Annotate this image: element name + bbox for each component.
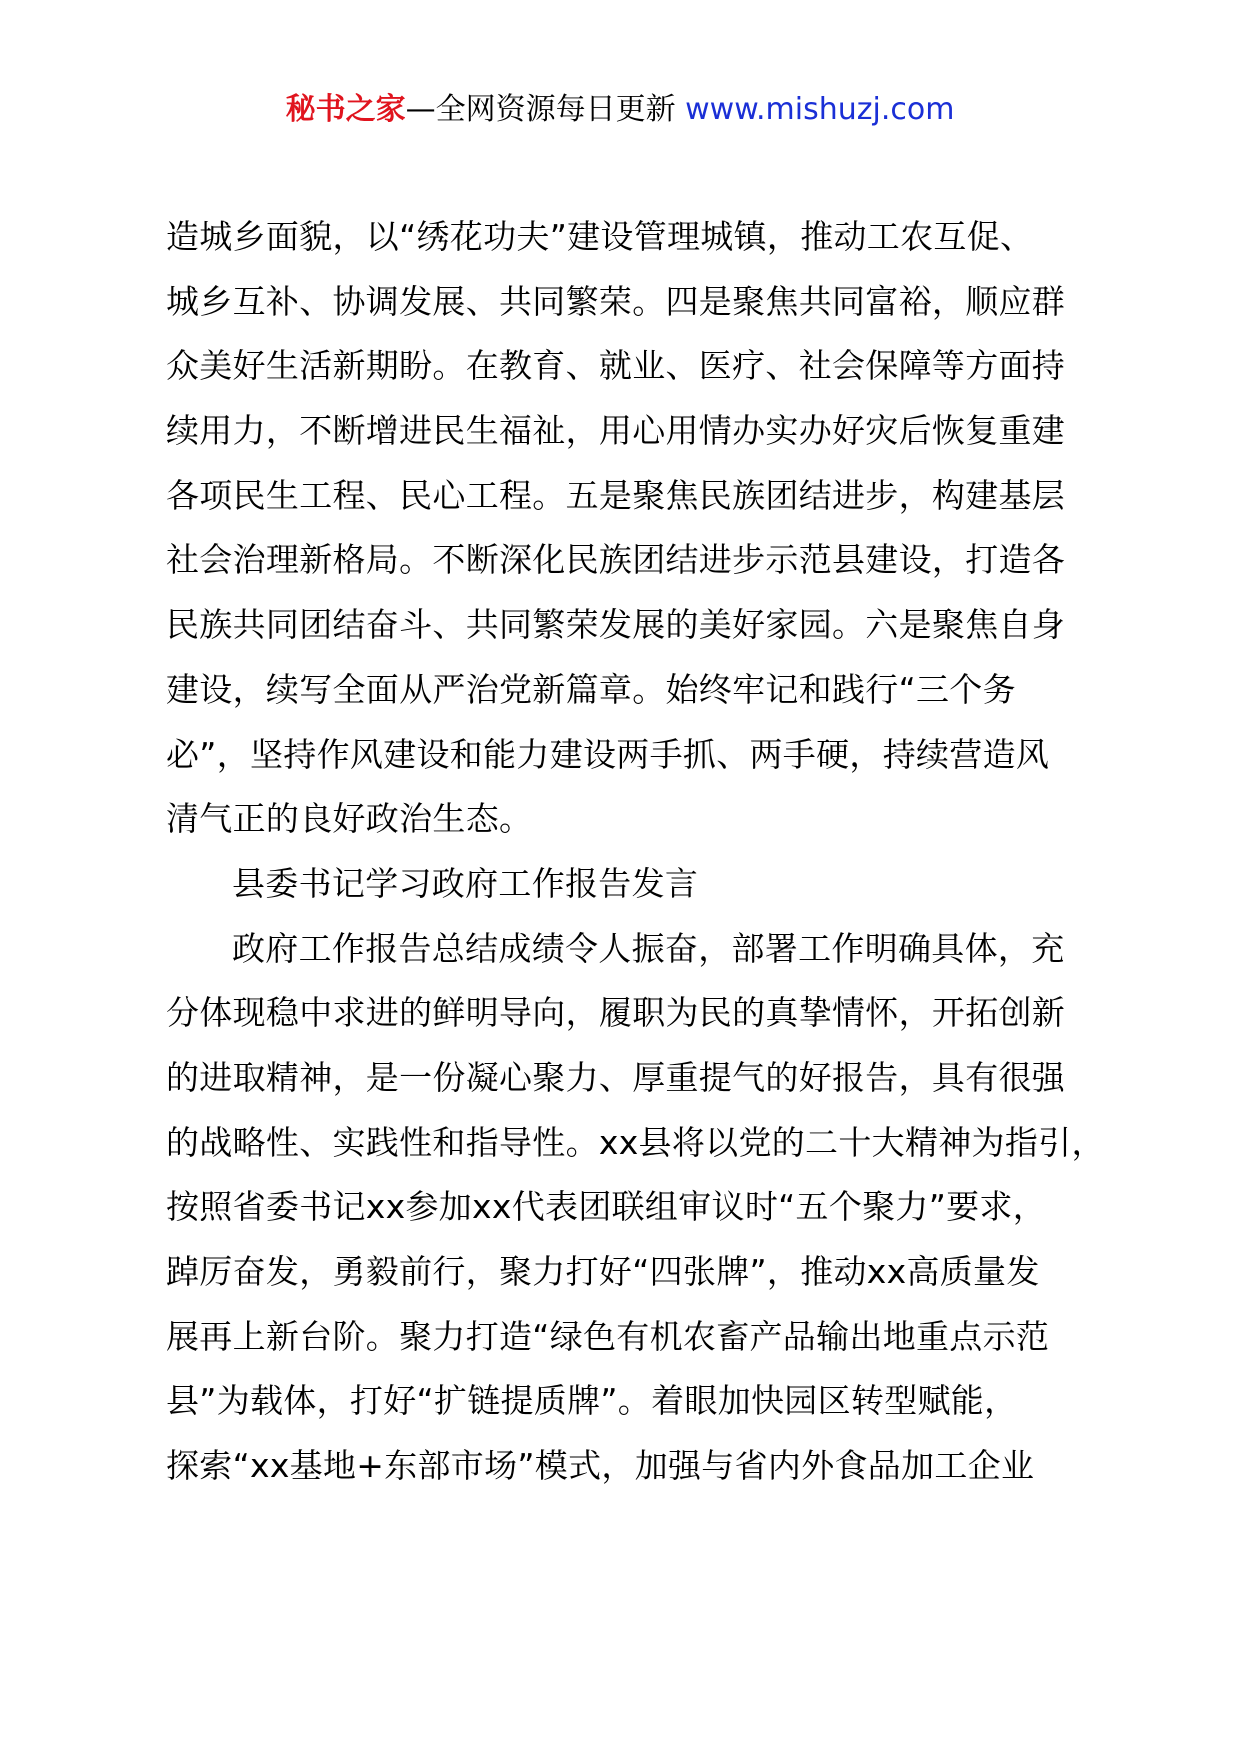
- text-line: 众美好生活新期盼。在教育、就业、医疗、社会保障等方面持: [166, 346, 1066, 386]
- site-url-link[interactable]: www.mishuzj.com: [685, 92, 955, 127]
- text-line: 按照省委书记xx参加xx代表团联组审议时“五个聚力”要求，: [166, 1187, 1047, 1227]
- text-line: 清气正的良好政治生态。: [166, 799, 533, 839]
- text-line: 造城乡面貌，以“绣花功夫”建设管理城镇，推动工农互促、: [166, 217, 1034, 256]
- section-heading: 县委书记学习政府工作报告发言: [232, 863, 699, 903]
- text-line: 分体现稳中求进的鲜明导向，履职为民的真挚情怀，开拓创新: [166, 993, 1066, 1033]
- site-header: [0, 90, 1240, 130]
- text-line: 各项民生工程、民心工程。五是聚焦民族团结进步，构建基层: [166, 475, 1066, 515]
- text-line: 续用力，不断增进民生福祉，用心用情办实办好灾后恢复重建: [166, 411, 1066, 451]
- text-line: 政府工作报告总结成绩令人振奋，部署工作明确具体，充: [232, 928, 1065, 968]
- text-line: 必”，坚持作风建设和能力建设两手抓、两手硬，持续营造风: [166, 734, 1050, 774]
- text-line: 民族共同团结奋斗、共同繁荣发展的美好家园。六是聚焦自身: [166, 605, 1066, 645]
- site-slogan: —全网资源每日更新: [405, 92, 676, 127]
- site-brand: 秘书之家: [285, 92, 406, 127]
- text-line: 探索“xx基地+东部市场”模式，加强与省内外食品加工企业: [166, 1446, 1035, 1486]
- text-line: 社会治理新格局。不断深化民族团结进步示范县建设，打造各: [166, 540, 1066, 580]
- document-body: [166, 205, 1126, 1499]
- text-line: 县”为载体，打好“扩链提质牌”。着眼加快园区转型赋能，: [166, 1381, 1018, 1421]
- text-line: 踔厉奋发，勇毅前行，聚力打好“四张牌”，推动xx高质量发: [166, 1252, 1040, 1291]
- text-line: 城乡互补、协调发展、共同繁荣。四是聚焦共同富裕，顺应群: [166, 281, 1066, 321]
- text-line: 的进取精神，是一份凝心聚力、厚重提气的好报告，具有很强: [166, 1057, 1066, 1097]
- text-line: 展再上新台阶。聚力打造“绿色有机农畜产品输出地重点示范: [166, 1316, 1050, 1356]
- text-line: 建设，续写全面从严治党新篇章。始终牢记和践行“三个务: [166, 669, 1016, 709]
- text-line: 的战略性、实践性和指导性。xx县将以党的二十大精神为指引，: [166, 1122, 1105, 1162]
